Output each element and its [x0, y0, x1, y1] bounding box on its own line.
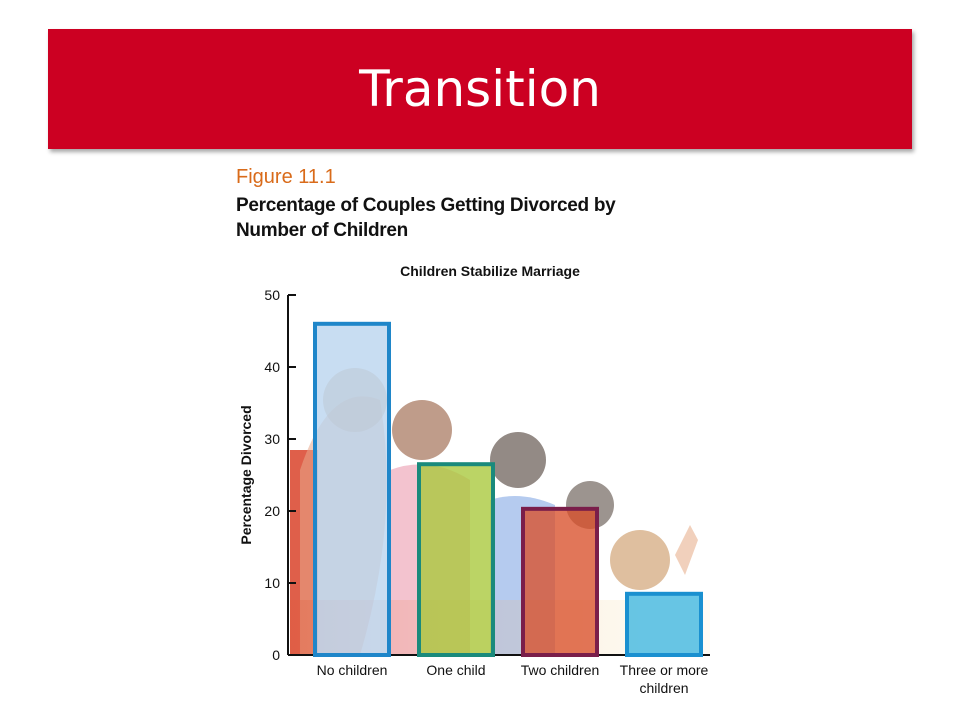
category-label: children	[639, 680, 689, 696]
x-axis-labels	[317, 662, 709, 696]
y-tick-label: 20	[264, 503, 280, 519]
slide-title: Transition	[359, 60, 601, 118]
y-axis-title: Percentage Divorced	[238, 405, 254, 545]
category-label: Two children	[520, 662, 600, 678]
category-label: Three or more	[619, 662, 709, 678]
y-tick-label: 50	[264, 287, 280, 303]
chart-title: Children Stabilize Marriage	[400, 263, 580, 279]
category-label: One child	[426, 662, 486, 678]
y-tick-label: 30	[264, 431, 280, 447]
bar-3	[523, 509, 597, 655]
figure-label: Figure 11.1	[236, 166, 336, 188]
bar-1	[315, 324, 389, 655]
y-tick-label: 10	[264, 575, 280, 591]
category-label: No children	[316, 662, 388, 678]
bar-2	[419, 464, 493, 655]
y-tick-label: 0	[272, 647, 280, 663]
figure-heading: Percentage of Couples Getting Divorced by Number of Children	[236, 195, 616, 241]
bar-4	[627, 594, 701, 655]
y-tick-label: 40	[264, 359, 280, 375]
